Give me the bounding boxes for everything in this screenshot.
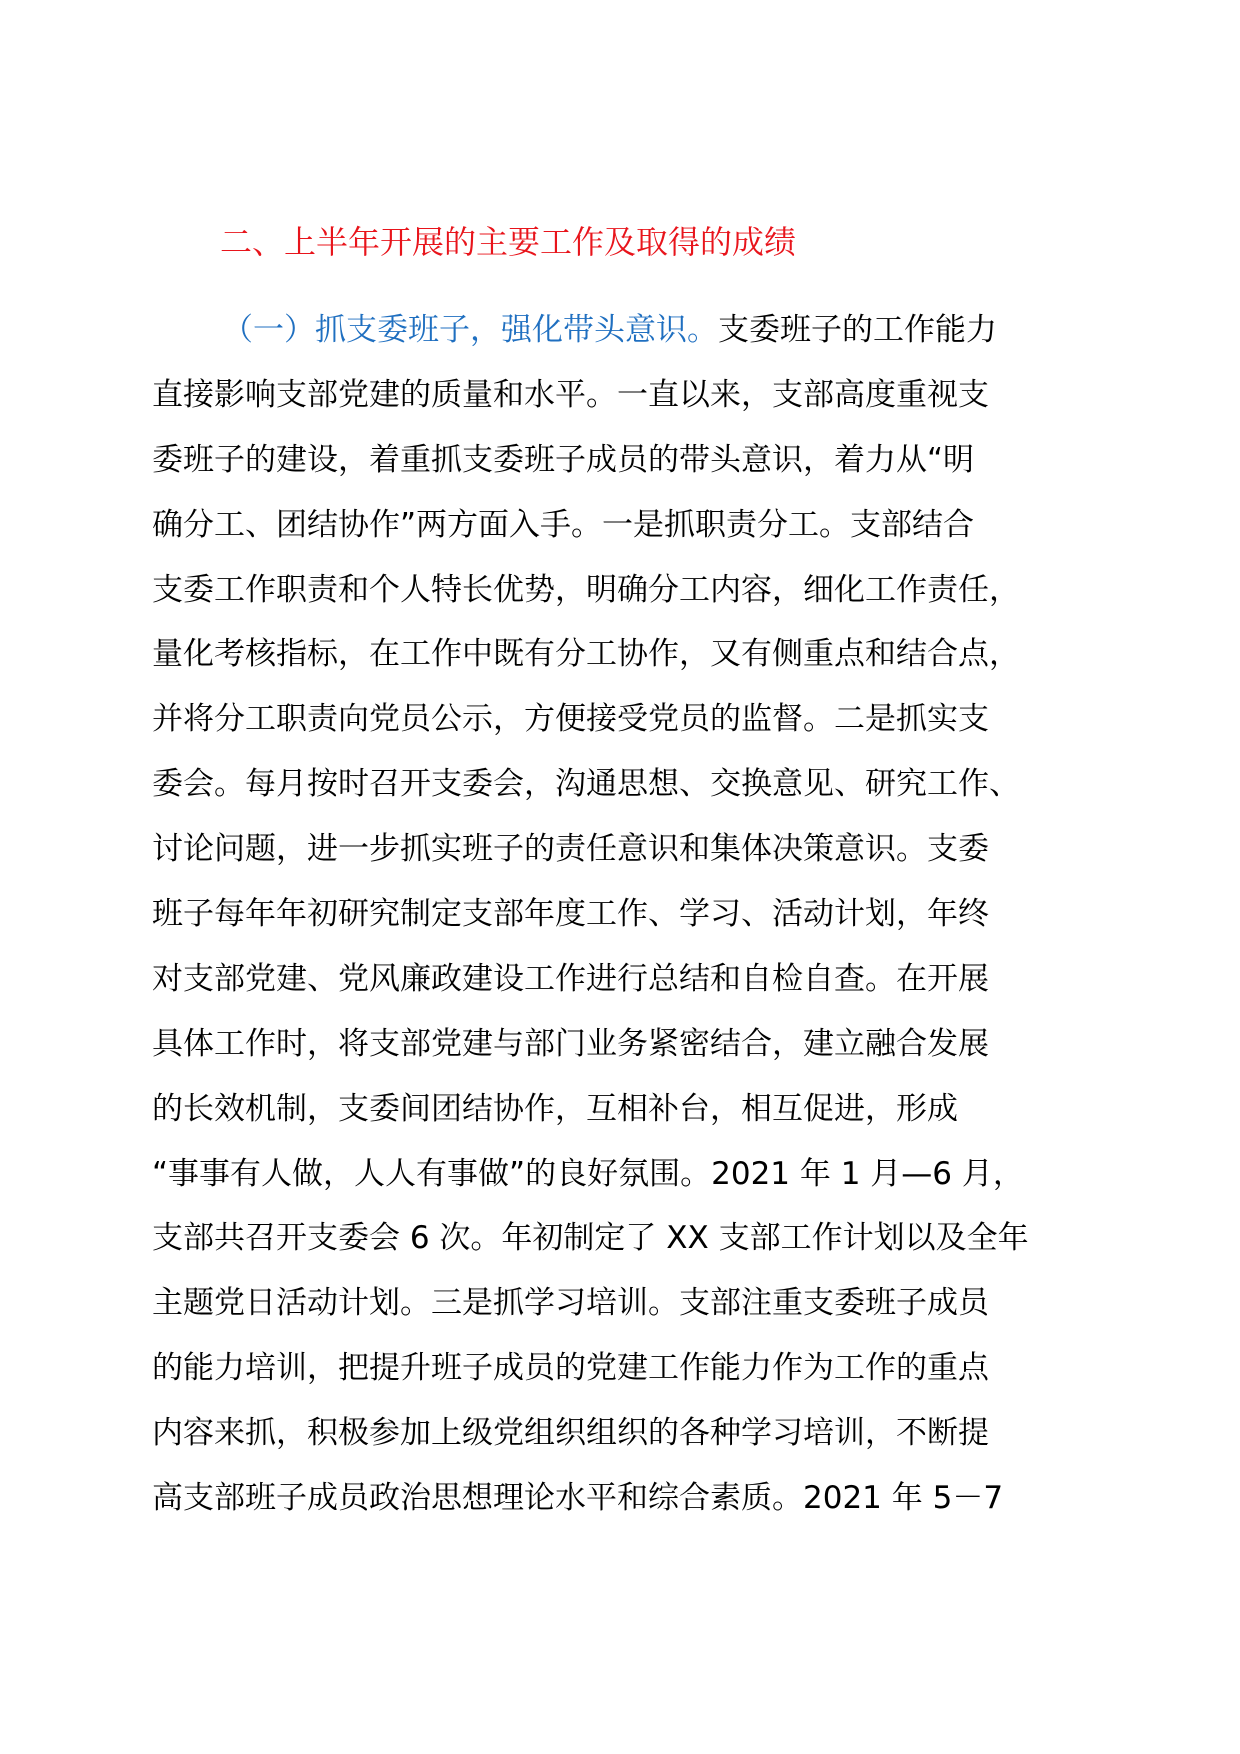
paragraph-line: 高支部班子成员政治思想理论水平和综合素质。2021 年 5－7 (152, 1480, 1004, 1517)
paragraph-line: 并将分工职责向党员公示，方便接受党员的监督。二是抓实支 (152, 701, 989, 738)
paragraph-line: 量化考核指标，在工作中既有分工协作，又有侧重点和结合点， (152, 636, 1020, 673)
paragraph-line: 对支部党建、党风廉政建设工作进行总结和自检自查。在开展 (152, 960, 989, 997)
paragraph-line: 直接影响支部党建的质量和水平。一直以来，支部高度重视支 (152, 376, 989, 413)
paragraph-line: 支委班子的工作能力 (718, 312, 997, 348)
paragraph-line: 支委工作职责和个人特长优势，明确分工内容，细化工作责任， (152, 571, 1020, 608)
paragraph-line: 确分工、团结协作”两方面入手。一是抓职责分工。支部结合 (152, 506, 975, 543)
paragraph-line: 主题党日活动计划。三是抓学习培训。支部注重支委班子成员 (152, 1285, 989, 1322)
paragraph-first-line (152, 308, 1112, 373)
paragraph-line: 委会。每月按时召开支委会，沟通思想、交换意见、研究工作、 (152, 766, 1020, 803)
paragraph-line: 讨论问题，进一步抓实班子的责任意识和集体决策意识。支委 (152, 831, 989, 868)
section-heading: 二、上半年开展的主要工作及取得的成绩 (220, 223, 797, 261)
paragraph-line: 委班子的建设，着重抓支委班子成员的带头意识，着力从“明 (152, 441, 975, 478)
paragraph-line: “事事有人做，人人有事做”的良好氛围。2021 年 1 月—6 月， (152, 1155, 1024, 1192)
paragraph-line: 支部共召开支委会 6 次。年初制定了 XX 支部工作计划以及全年 (152, 1220, 1029, 1257)
paragraph-line: 班子每年年初研究制定支部年度工作、学习、活动计划，年终 (152, 896, 989, 933)
paragraph-body (152, 308, 1112, 1541)
paragraph-subheading: （一）抓支委班子，强化带头意识。 (222, 312, 718, 348)
paragraph-line: 的长效机制，支委间团结协作，互相补台，相互促进，形成 (152, 1090, 958, 1127)
paragraph-line: 具体工作时，将支部党建与部门业务紧密结合，建立融合发展 (152, 1025, 989, 1062)
paragraph-line: 的能力培训，把提升班子成员的党建工作能力作为工作的重点 (152, 1350, 989, 1387)
paragraph-line: 内容来抓，积极参加上级党组织组织的各种学习培训，不断提 (152, 1415, 989, 1452)
